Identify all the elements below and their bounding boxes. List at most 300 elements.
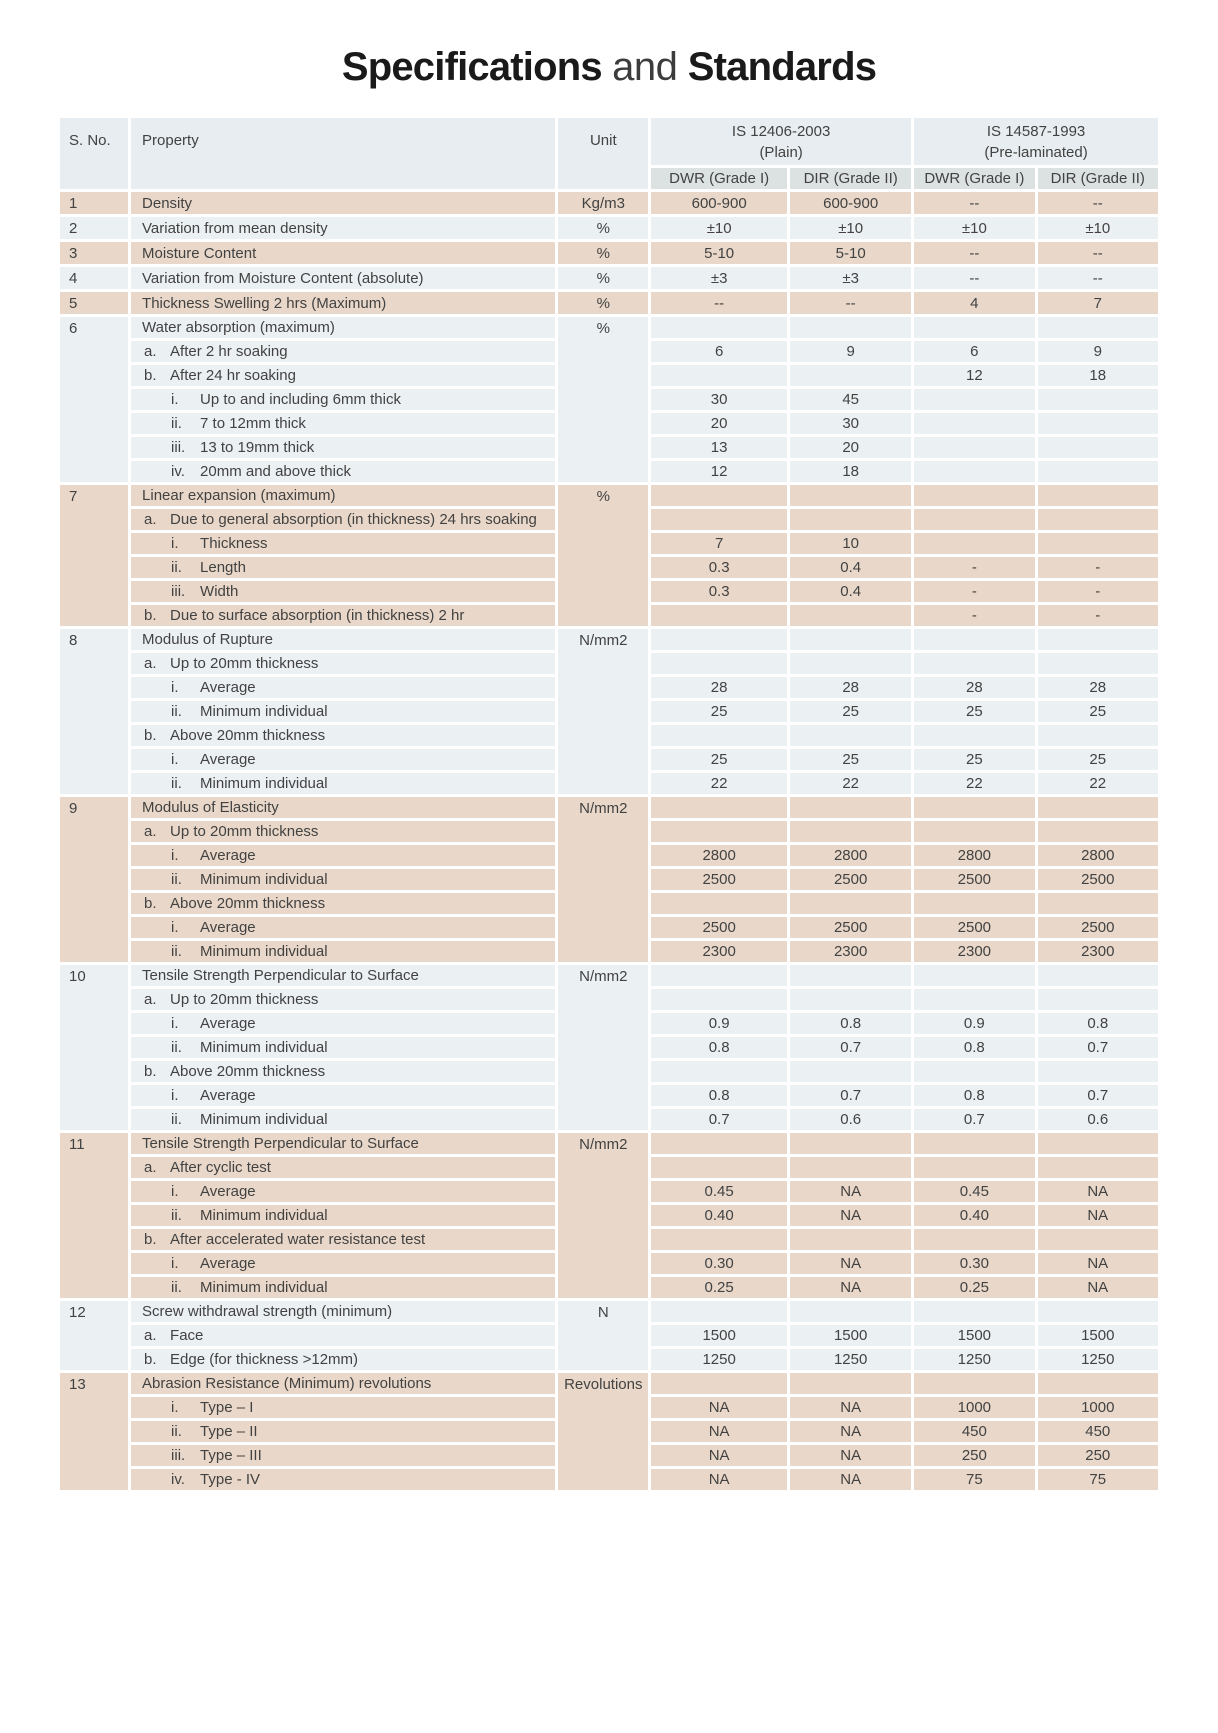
value-cell: 45 [790,389,911,410]
value-cell: 22 [1038,773,1158,794]
value-cell: 250 [914,1445,1034,1466]
list-marker: i. [171,391,179,408]
value-cell: 1000 [1038,1397,1158,1418]
value-cell [790,365,911,386]
value-cell: 0.9 [651,1013,787,1034]
property-group [60,217,1158,239]
value-cell: 7 [651,533,787,554]
value-cell: 2500 [1038,869,1158,890]
value-cell: - [1038,581,1158,602]
property-label: Minimum individual [200,1207,328,1224]
property-cell [131,1277,555,1298]
value-cell [914,509,1034,530]
value-cell [914,485,1034,506]
list-marker: iii. [171,583,186,600]
value-cell: 12 [651,461,787,482]
property-label: Due to surface absorption (in thickness) 2 hr [170,607,465,624]
value-cell: 28 [790,677,911,698]
value-cell: 2300 [914,941,1034,962]
property-cell [131,292,555,314]
property-cell [131,413,555,434]
value-cell [1038,821,1158,842]
property-label: Modulus of Rupture [142,631,273,648]
property-cell [131,1013,555,1034]
list-marker: b. [144,1231,157,1248]
value-cell [1038,461,1158,482]
serial-number-cell: 7 [60,485,128,626]
value-cell: 0.7 [914,1109,1034,1130]
value-cell: 450 [1038,1421,1158,1442]
property-label: After 24 hr soaking [170,367,296,384]
list-marker: a. [144,1327,157,1344]
property-label: 7 to 12mm thick [200,415,306,432]
list-marker: i. [171,847,179,864]
unit-cell: % [558,242,648,264]
list-marker: i. [171,1015,179,1032]
property-label: Above 20mm thickness [170,727,326,744]
property-cell [131,725,555,746]
value-cell: 7 [1038,292,1158,314]
serial-number-cell: 9 [60,797,128,962]
value-cell: NA [651,1445,787,1466]
value-cell: -- [1038,192,1158,214]
property-cell [131,1085,555,1106]
property-label: 13 to 19mm thick [200,439,315,456]
value-cell: 2300 [1038,941,1158,962]
serial-number-cell: 11 [60,1133,128,1298]
property-label: Average [200,1183,256,1200]
table-row [60,1373,1158,1394]
property-cell [131,797,555,818]
value-cell: NA [790,1253,911,1274]
value-cell [914,893,1034,914]
value-cell: 20 [651,413,787,434]
value-cell [914,533,1034,554]
value-cell: - [914,605,1034,626]
value-cell: 2800 [651,845,787,866]
list-marker: b. [144,727,157,744]
value-cell: 0.8 [651,1085,787,1106]
value-cell [651,485,787,506]
value-cell: NA [790,1469,911,1490]
value-cell: NA [1038,1253,1158,1274]
value-cell: 75 [1038,1469,1158,1490]
value-cell: NA [651,1421,787,1442]
value-cell: 4 [914,292,1034,314]
property-label: Average [200,919,256,936]
unit-cell: N/mm2 [558,797,648,962]
value-cell: -- [1038,267,1158,289]
property-label: Above 20mm thickness [170,895,326,912]
table-row [60,797,1158,818]
value-cell [1038,413,1158,434]
property-label: Minimum individual [200,703,328,720]
value-cell: 0.25 [651,1277,787,1298]
value-cell [790,1373,911,1394]
header-property: Property [131,118,555,189]
value-cell [651,605,787,626]
property-group [60,1301,1158,1370]
value-cell: 1250 [651,1349,787,1370]
standard2-name: IS 14587-1993 [986,122,1086,140]
property-cell [131,1469,555,1490]
value-cell: - [914,557,1034,578]
value-cell [1038,437,1158,458]
property-group [60,292,1158,314]
unit-cell: % [558,217,648,239]
list-marker: a. [144,655,157,672]
property-cell [131,317,555,338]
value-cell [1038,1373,1158,1394]
property-label: Up to 20mm thickness [170,823,319,840]
value-cell [914,629,1034,650]
value-cell: 9 [790,341,911,362]
property-label: Moisture Content [142,244,257,262]
property-cell [131,1157,555,1178]
list-marker: ii. [171,1039,182,1056]
value-cell [914,317,1034,338]
property-group [60,1373,1158,1490]
table-row [60,192,1158,214]
property-cell [131,989,555,1010]
list-marker: b. [144,607,157,624]
property-cell [131,1349,555,1370]
property-cell [131,267,555,289]
value-cell [914,1373,1034,1394]
title-word-and: and [612,45,678,89]
property-label: Average [200,847,256,864]
spec-table [57,115,1161,1493]
list-marker: i. [171,535,179,552]
list-marker: i. [171,1399,179,1416]
property-label: Tensile Strength Perpendicular to Surface [142,1135,419,1152]
value-cell: 6 [914,341,1034,362]
property-label: Minimum individual [200,1111,328,1128]
value-cell: 0.7 [651,1109,787,1130]
value-cell [914,821,1034,842]
value-cell: 9 [1038,341,1158,362]
value-cell [1038,797,1158,818]
property-label: Type – II [200,1423,258,1440]
value-cell: 2500 [1038,917,1158,938]
value-cell: NA [790,1205,911,1226]
value-cell [651,1157,787,1178]
property-label: Water absorption (maximum) [142,319,335,336]
value-cell [1038,533,1158,554]
value-cell: 25 [1038,701,1158,722]
value-cell: 0.3 [651,557,787,578]
value-cell [790,1229,911,1250]
property-cell [131,1421,555,1442]
property-label: After cyclic test [170,1159,271,1176]
value-cell: 28 [651,677,787,698]
value-cell [790,605,911,626]
property-label: Face [170,1327,204,1344]
value-cell: 1500 [914,1325,1034,1346]
value-cell [790,965,911,986]
value-cell [914,389,1034,410]
property-cell [131,941,555,962]
value-cell: 25 [790,749,911,770]
property-label: Up to 20mm thickness [170,655,319,672]
property-group [60,242,1158,264]
table-row [60,292,1158,314]
value-cell [651,797,787,818]
value-cell: NA [1038,1181,1158,1202]
value-cell: 2300 [651,941,787,962]
value-cell: NA [1038,1205,1158,1226]
property-label: Type – III [200,1447,262,1464]
value-cell: -- [914,242,1034,264]
value-cell [1038,1229,1158,1250]
value-cell [790,893,911,914]
property-label: Up to and including 6mm thick [200,391,401,408]
value-cell: -- [1038,242,1158,264]
list-marker: iv. [171,1471,185,1488]
property-cell [131,629,555,650]
property-group [60,267,1158,289]
value-cell: 0.25 [914,1277,1034,1298]
value-cell: 75 [914,1469,1034,1490]
value-cell: 13 [651,437,787,458]
property-cell [131,389,555,410]
unit-cell: N/mm2 [558,629,648,794]
value-cell: 25 [790,701,911,722]
value-cell: NA [1038,1277,1158,1298]
value-cell: 250 [1038,1445,1158,1466]
property-label: Thickness Swelling 2 hrs (Maximum) [142,294,387,312]
header-grade-col3: DWR (Grade I) [914,168,1034,189]
property-label: After 2 hr soaking [170,343,288,360]
value-cell: 30 [790,413,911,434]
value-cell [1038,509,1158,530]
unit-cell: % [558,292,648,314]
value-cell: 0.6 [790,1109,911,1130]
value-cell: 6 [651,341,787,362]
serial-number-cell: 3 [60,242,128,264]
property-label: Minimum individual [200,775,328,792]
value-cell: -- [651,292,787,314]
table-row [60,1301,1158,1322]
value-cell: 25 [651,749,787,770]
property-label: Thickness [200,535,268,552]
list-marker: iv. [171,463,185,480]
property-label: Variation from mean density [142,219,328,237]
value-cell [1038,1157,1158,1178]
value-cell: 0.4 [790,557,911,578]
value-cell: 450 [914,1421,1034,1442]
unit-cell: % [558,317,648,482]
list-marker: b. [144,1351,157,1368]
property-cell [131,1133,555,1154]
serial-number-cell: 4 [60,267,128,289]
table-row [60,267,1158,289]
property-cell [131,1397,555,1418]
value-cell [790,821,911,842]
value-cell: 0.7 [1038,1037,1158,1058]
value-cell [1038,965,1158,986]
list-marker: ii. [171,1111,182,1128]
property-label: Average [200,679,256,696]
property-cell [131,893,555,914]
value-cell: 28 [914,677,1034,698]
property-cell [131,1229,555,1250]
value-cell: 0.8 [790,1013,911,1034]
property-cell [131,365,555,386]
value-cell [790,1133,911,1154]
property-cell [131,965,555,986]
property-label: Width [200,583,239,600]
value-cell: 0.8 [914,1037,1034,1058]
unit-cell: % [558,267,648,289]
value-cell [914,797,1034,818]
value-cell [914,413,1034,434]
property-cell [131,773,555,794]
unit-cell: N/mm2 [558,1133,648,1298]
value-cell [914,989,1034,1010]
property-label: Average [200,1015,256,1032]
value-cell: 22 [914,773,1034,794]
property-label: Length [200,559,246,576]
value-cell: 0.9 [914,1013,1034,1034]
list-marker: ii. [171,775,182,792]
value-cell: 2300 [790,941,911,962]
property-cell [131,485,555,506]
property-label: Modulus of Elasticity [142,799,279,816]
value-cell: 0.6 [1038,1109,1158,1130]
value-cell: 2500 [914,869,1034,890]
value-cell: 0.40 [914,1205,1034,1226]
value-cell [914,1229,1034,1250]
property-cell [131,192,555,214]
standard2-variant: (Pre-laminated) [984,143,1088,161]
value-cell: 1250 [914,1349,1034,1370]
value-cell: 0.40 [651,1205,787,1226]
list-marker: b. [144,895,157,912]
value-cell: 2500 [651,917,787,938]
property-cell [131,1301,555,1322]
property-label: Minimum individual [200,871,328,888]
list-marker: b. [144,367,157,384]
value-cell: 2500 [651,869,787,890]
serial-number-cell: 1 [60,192,128,214]
value-cell [651,1061,787,1082]
value-cell [914,437,1034,458]
value-cell: -- [914,267,1034,289]
value-cell: 1250 [1038,1349,1158,1370]
list-marker: a. [144,991,157,1008]
value-cell: 1500 [790,1325,911,1346]
property-group [60,965,1158,1130]
property-cell [131,341,555,362]
table-row [60,242,1158,264]
value-cell [914,461,1034,482]
property-cell [131,509,555,530]
header-standard-is14587 [914,118,1158,165]
value-cell [790,797,911,818]
standard1-variant: (Plain) [759,143,803,161]
value-cell: - [1038,557,1158,578]
value-cell: 0.4 [790,581,911,602]
list-marker: a. [144,511,157,528]
value-cell: 28 [1038,677,1158,698]
value-cell: 2500 [914,917,1034,938]
property-cell [131,701,555,722]
table-row [60,965,1158,986]
header-row-standards [60,118,1158,165]
title-word-standards: Standards [687,45,877,89]
property-group [60,797,1158,962]
value-cell [914,725,1034,746]
value-cell [1038,389,1158,410]
value-cell: ±10 [914,217,1034,239]
list-marker: ii. [171,415,182,432]
header-unit: Unit [558,118,648,189]
value-cell [1038,989,1158,1010]
standard1-name: IS 12406-2003 [731,122,831,140]
value-cell: - [914,581,1034,602]
value-cell: 22 [790,773,911,794]
list-marker: ii. [171,559,182,576]
page-title [57,44,1161,90]
property-label: Average [200,1255,256,1272]
serial-number-cell: 13 [60,1373,128,1490]
value-cell [1038,1133,1158,1154]
value-cell [914,653,1034,674]
table-row [60,317,1158,338]
property-cell [131,1205,555,1226]
value-cell [790,1301,911,1322]
list-marker: b. [144,1063,157,1080]
property-label: Average [200,1087,256,1104]
property-label: Edge (for thickness >12mm) [170,1351,359,1368]
title-word-specifications: Specifications [341,45,602,89]
value-cell [790,1157,911,1178]
property-label: Variation from Moisture Content (absolute) [142,269,424,287]
value-cell: 25 [651,701,787,722]
property-cell [131,557,555,578]
value-cell: 2500 [790,869,911,890]
value-cell: 1000 [914,1397,1034,1418]
value-cell [790,485,911,506]
value-cell: 22 [651,773,787,794]
property-label: Tensile Strength Perpendicular to Surface [142,967,419,984]
value-cell: 0.45 [914,1181,1034,1202]
property-label: Density [142,194,193,212]
value-cell [914,1133,1034,1154]
value-cell [1038,485,1158,506]
value-cell [651,653,787,674]
property-group [60,1133,1158,1298]
value-cell: 5-10 [790,242,911,264]
value-cell: 2800 [790,845,911,866]
value-cell: 0.7 [790,1037,911,1058]
value-cell: 18 [790,461,911,482]
property-cell [131,677,555,698]
unit-cell: N [558,1301,648,1370]
list-marker: ii. [171,871,182,888]
value-cell: 2500 [790,917,911,938]
value-cell: 12 [914,365,1034,386]
property-cell [131,605,555,626]
value-cell [651,893,787,914]
property-cell [131,533,555,554]
property-cell [131,1181,555,1202]
value-cell: 0.7 [790,1085,911,1106]
value-cell: NA [790,1421,911,1442]
header-sno: S. No. [60,118,128,189]
table-row [60,485,1158,506]
